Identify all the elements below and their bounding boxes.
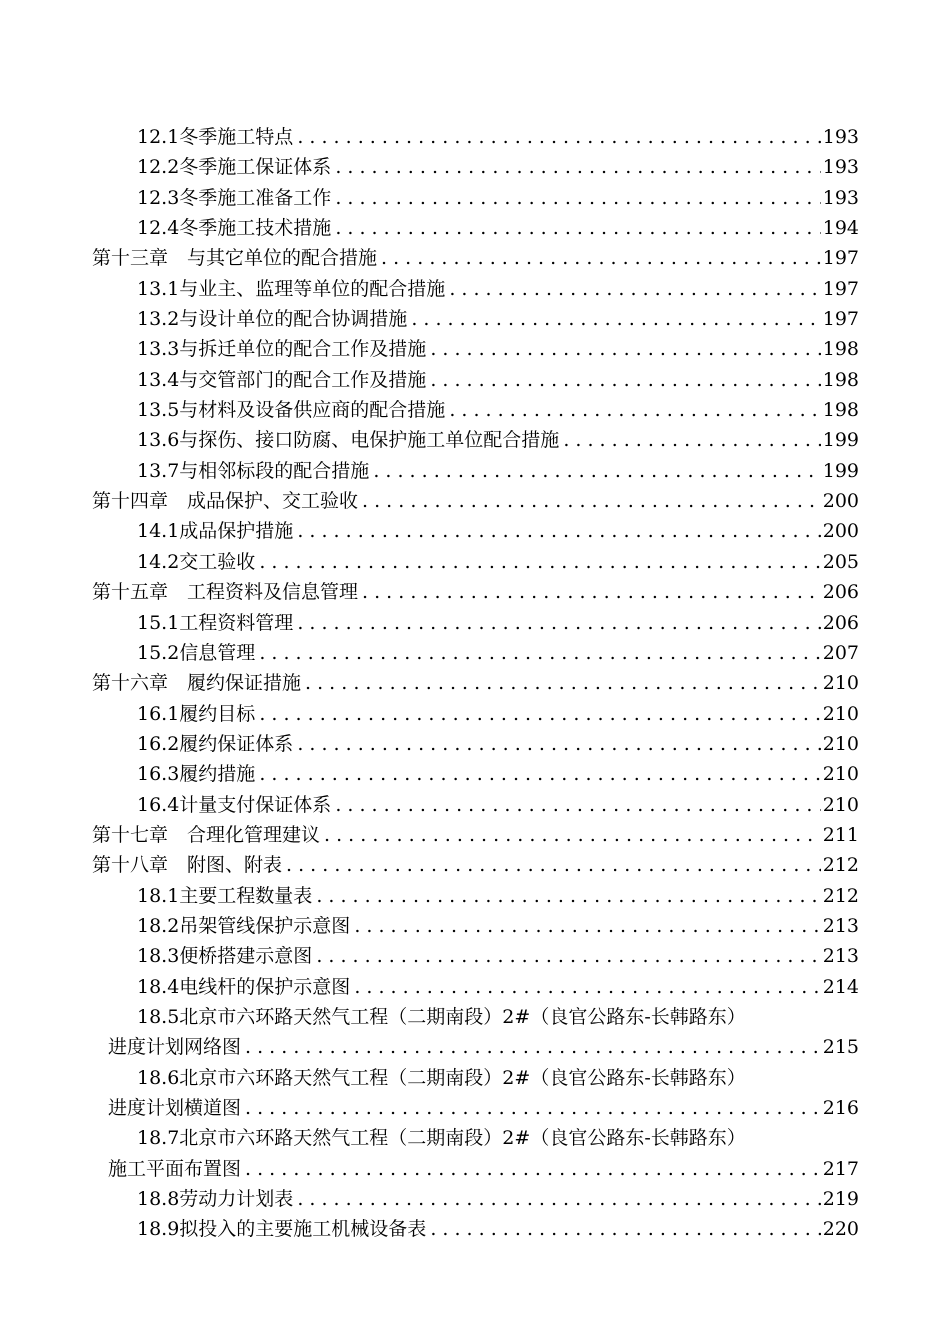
toc-entry[interactable]: [0, 608, 950, 638]
dot-leader: [316, 941, 820, 971]
toc-entry[interactable]: [0, 820, 950, 850]
toc-entry-title-line1: 18.7北京市六环路天然气工程（二期南段）2#（良官公路东-长韩路东）: [137, 1127, 746, 1150]
toc-entry-page-number: 206: [822, 581, 859, 604]
toc-entry-title-line1: 18.6北京市六环路天然气工程（二期南段）2#（良官公路东-长韩路东）: [137, 1066, 746, 1089]
toc-entry-title: 16.2履约保证体系: [137, 732, 294, 755]
toc-entry[interactable]: [0, 941, 950, 971]
toc-entry[interactable]: [0, 183, 950, 213]
toc-entry-page-number: 193: [822, 126, 859, 148]
dot-leader: [245, 1093, 821, 1123]
toc-entry-title: 18.4电线杆的保护示意图: [137, 975, 351, 998]
toc-entry[interactable]: [0, 486, 950, 516]
dot-leader: [335, 790, 820, 820]
toc-entry[interactable]: [0, 122, 950, 152]
toc-entry-heading-line: [0, 1002, 950, 1032]
toc-entry-heading-line: [0, 1123, 950, 1153]
toc-entry-page-number: 199: [822, 429, 859, 452]
toc-entry[interactable]: [0, 1214, 950, 1244]
dot-leader: [362, 486, 821, 516]
toc-entry[interactable]: [0, 1184, 950, 1214]
dot-leader: [335, 152, 820, 182]
toc-entry-page-number: 210: [822, 793, 859, 816]
toc-entry-title: 12.3冬季施工准备工作: [137, 186, 332, 209]
toc-entry[interactable]: [0, 152, 950, 182]
toc-entry-title: 第十七章 合理化管理建议: [92, 823, 321, 846]
dot-leader: [297, 516, 820, 546]
dot-leader: [286, 850, 821, 880]
toc-entry[interactable]: [0, 425, 950, 455]
dot-leader: [305, 668, 821, 698]
dot-leader: [297, 729, 820, 759]
dot-leader: [297, 122, 820, 152]
toc-entry-page-number: 193: [822, 186, 859, 209]
toc-entry[interactable]: [0, 547, 950, 577]
toc-entry[interactable]: [0, 911, 950, 941]
toc-entry[interactable]: [0, 972, 950, 1002]
toc-entry-page-number: 210: [822, 763, 859, 786]
toc-entry-page-number: 212: [822, 884, 859, 907]
toc-entry-page-number: 215: [822, 1036, 859, 1059]
toc-entry-page-number: 205: [822, 550, 859, 573]
toc-entry[interactable]: [0, 638, 950, 668]
dot-leader: [449, 274, 820, 304]
dot-leader: [381, 243, 821, 273]
toc-entry[interactable]: [0, 243, 950, 273]
toc-entry-page-number: 213: [822, 945, 859, 968]
toc-entry-title: 18.2吊架管线保护示意图: [137, 914, 351, 937]
toc-entry-page-number: 219: [822, 1188, 859, 1211]
toc-entry-title: 13.2与设计单位的配合协调措施: [137, 308, 408, 331]
toc-entry-title: 13.7与相邻标段的配合措施: [137, 459, 370, 482]
toc-entry-title: 18.1主要工程数量表: [137, 884, 313, 907]
dot-leader: [297, 1184, 820, 1214]
toc-entry-title: 13.6与探伤、接口防腐、电保护施工单位配合措施: [137, 429, 560, 452]
dot-leader: [430, 1214, 820, 1244]
toc-entry-page-number: 198: [822, 338, 859, 361]
toc-entry-heading-line: [0, 1063, 950, 1093]
toc-entry-page-number: 216: [822, 1097, 859, 1119]
toc-entry[interactable]: [0, 729, 950, 759]
toc-entry[interactable]: [0, 1032, 950, 1062]
toc-entry-page-number: 200: [822, 520, 859, 543]
toc-entry[interactable]: [0, 334, 950, 364]
toc-entry[interactable]: [0, 274, 950, 304]
toc-entry-title: 第十五章 工程资料及信息管理: [92, 581, 359, 604]
dot-leader: [335, 213, 820, 243]
dot-leader: [335, 183, 820, 213]
toc-entry-page-number: 198: [822, 368, 859, 391]
toc-entry[interactable]: [0, 1154, 950, 1184]
dot-leader: [430, 365, 820, 395]
toc-entry[interactable]: [0, 365, 950, 395]
table-of-contents: [0, 122, 950, 1245]
toc-entry-page-number: 213: [822, 914, 859, 937]
toc-entry-page-number: 193: [822, 156, 859, 179]
dot-leader: [259, 759, 820, 789]
toc-entry[interactable]: [0, 395, 950, 425]
toc-entry-page-number: 194: [822, 217, 859, 240]
dot-leader: [259, 547, 820, 577]
toc-entry-title: 16.4计量支付保证体系: [137, 793, 332, 816]
toc-entry[interactable]: [0, 881, 950, 911]
toc-entry-page-number: 210: [822, 732, 859, 755]
toc-entry-page-number: 198: [822, 399, 859, 422]
toc-entry-page-number: 217: [822, 1157, 859, 1180]
dot-leader: [563, 425, 820, 455]
toc-entry-page-number: 206: [822, 611, 859, 634]
toc-entry[interactable]: [0, 850, 950, 880]
toc-entry-title: 进度计划横道图: [108, 1097, 242, 1119]
toc-entry-title-line1: 18.5北京市六环路天然气工程（二期南段）2#（良官公路东-长韩路东）: [137, 1005, 746, 1028]
dot-leader: [316, 881, 820, 911]
toc-entry-title: 进度计划网络图: [108, 1036, 242, 1059]
toc-entry-page-number: 200: [822, 490, 859, 513]
dot-leader: [362, 577, 821, 607]
toc-entry[interactable]: [0, 699, 950, 729]
toc-entry-title: 12.2冬季施工保证体系: [137, 156, 332, 179]
toc-entry-title: 第十八章 附图、附表: [92, 854, 283, 877]
toc-entry-title: 13.1与业主、监理等单位的配合措施: [137, 277, 446, 300]
toc-entry[interactable]: [0, 516, 950, 546]
toc-entry[interactable]: [0, 456, 950, 486]
toc-entry-page-number: 197: [822, 277, 859, 300]
toc-entry-title: 14.1成品保护措施: [137, 520, 294, 543]
toc-entry-title: 18.8劳动力计划表: [137, 1188, 294, 1211]
dot-leader: [411, 304, 820, 334]
toc-entry-title: 16.3履约措施: [137, 763, 256, 786]
toc-entry-title: 15.2信息管理: [137, 641, 256, 664]
dot-leader: [449, 395, 820, 425]
toc-entry-title: 18.9拟投入的主要施工机械设备表: [137, 1218, 427, 1241]
toc-entry[interactable]: [0, 304, 950, 334]
toc-entry-page-number: 212: [822, 854, 859, 877]
toc-entry-page-number: 210: [822, 672, 859, 695]
toc-entry-title: 12.4冬季施工技术措施: [137, 217, 332, 240]
toc-entry-title: 第十六章 履约保证措施: [92, 672, 302, 695]
toc-entry[interactable]: [0, 790, 950, 820]
toc-entry-page-number: 210: [822, 702, 859, 725]
dot-leader: [430, 334, 820, 364]
toc-entry-page-number: 197: [822, 247, 859, 270]
dot-leader: [245, 1032, 821, 1062]
toc-entry-title: 第十三章 与其它单位的配合措施: [92, 247, 378, 270]
dot-leader: [324, 820, 821, 850]
dot-leader: [259, 699, 820, 729]
toc-entry-page-number: 199: [822, 459, 859, 482]
toc-entry-page-number: 214: [822, 975, 859, 998]
toc-entry-title: 13.5与材料及设备供应商的配合措施: [137, 399, 446, 422]
dot-leader: [373, 456, 820, 486]
dot-leader: [259, 638, 820, 668]
toc-entry-title: 13.4与交管部门的配合工作及措施: [137, 368, 427, 391]
toc-entry-page-number: 211: [822, 823, 859, 846]
toc-entry-page-number: 207: [822, 641, 859, 664]
toc-entry-title: 15.1工程资料管理: [137, 611, 294, 634]
toc-entry[interactable]: [0, 668, 950, 698]
dot-leader: [297, 608, 820, 638]
toc-entry-title: 14.2交工验收: [137, 550, 256, 573]
toc-entry-page-number: 220: [822, 1218, 859, 1241]
dot-leader: [354, 911, 820, 941]
dot-leader: [354, 972, 820, 1002]
toc-entry-title: 18.3便桥搭建示意图: [137, 945, 313, 968]
toc-entry-title: 第十四章 成品保护、交工验收: [92, 490, 359, 513]
dot-leader: [245, 1154, 821, 1184]
toc-entry[interactable]: [0, 1093, 950, 1123]
toc-entry[interactable]: [0, 759, 950, 789]
toc-entry[interactable]: [0, 213, 950, 243]
toc-entry-title: 13.3与拆迁单位的配合工作及措施: [137, 338, 427, 361]
toc-entry-title: 16.1履约目标: [137, 702, 256, 725]
toc-entry-page-number: 197: [822, 308, 859, 331]
toc-entry[interactable]: [0, 577, 950, 607]
toc-entry-title: 施工平面布置图: [108, 1157, 242, 1180]
toc-entry-title: 12.1冬季施工特点: [137, 126, 294, 148]
